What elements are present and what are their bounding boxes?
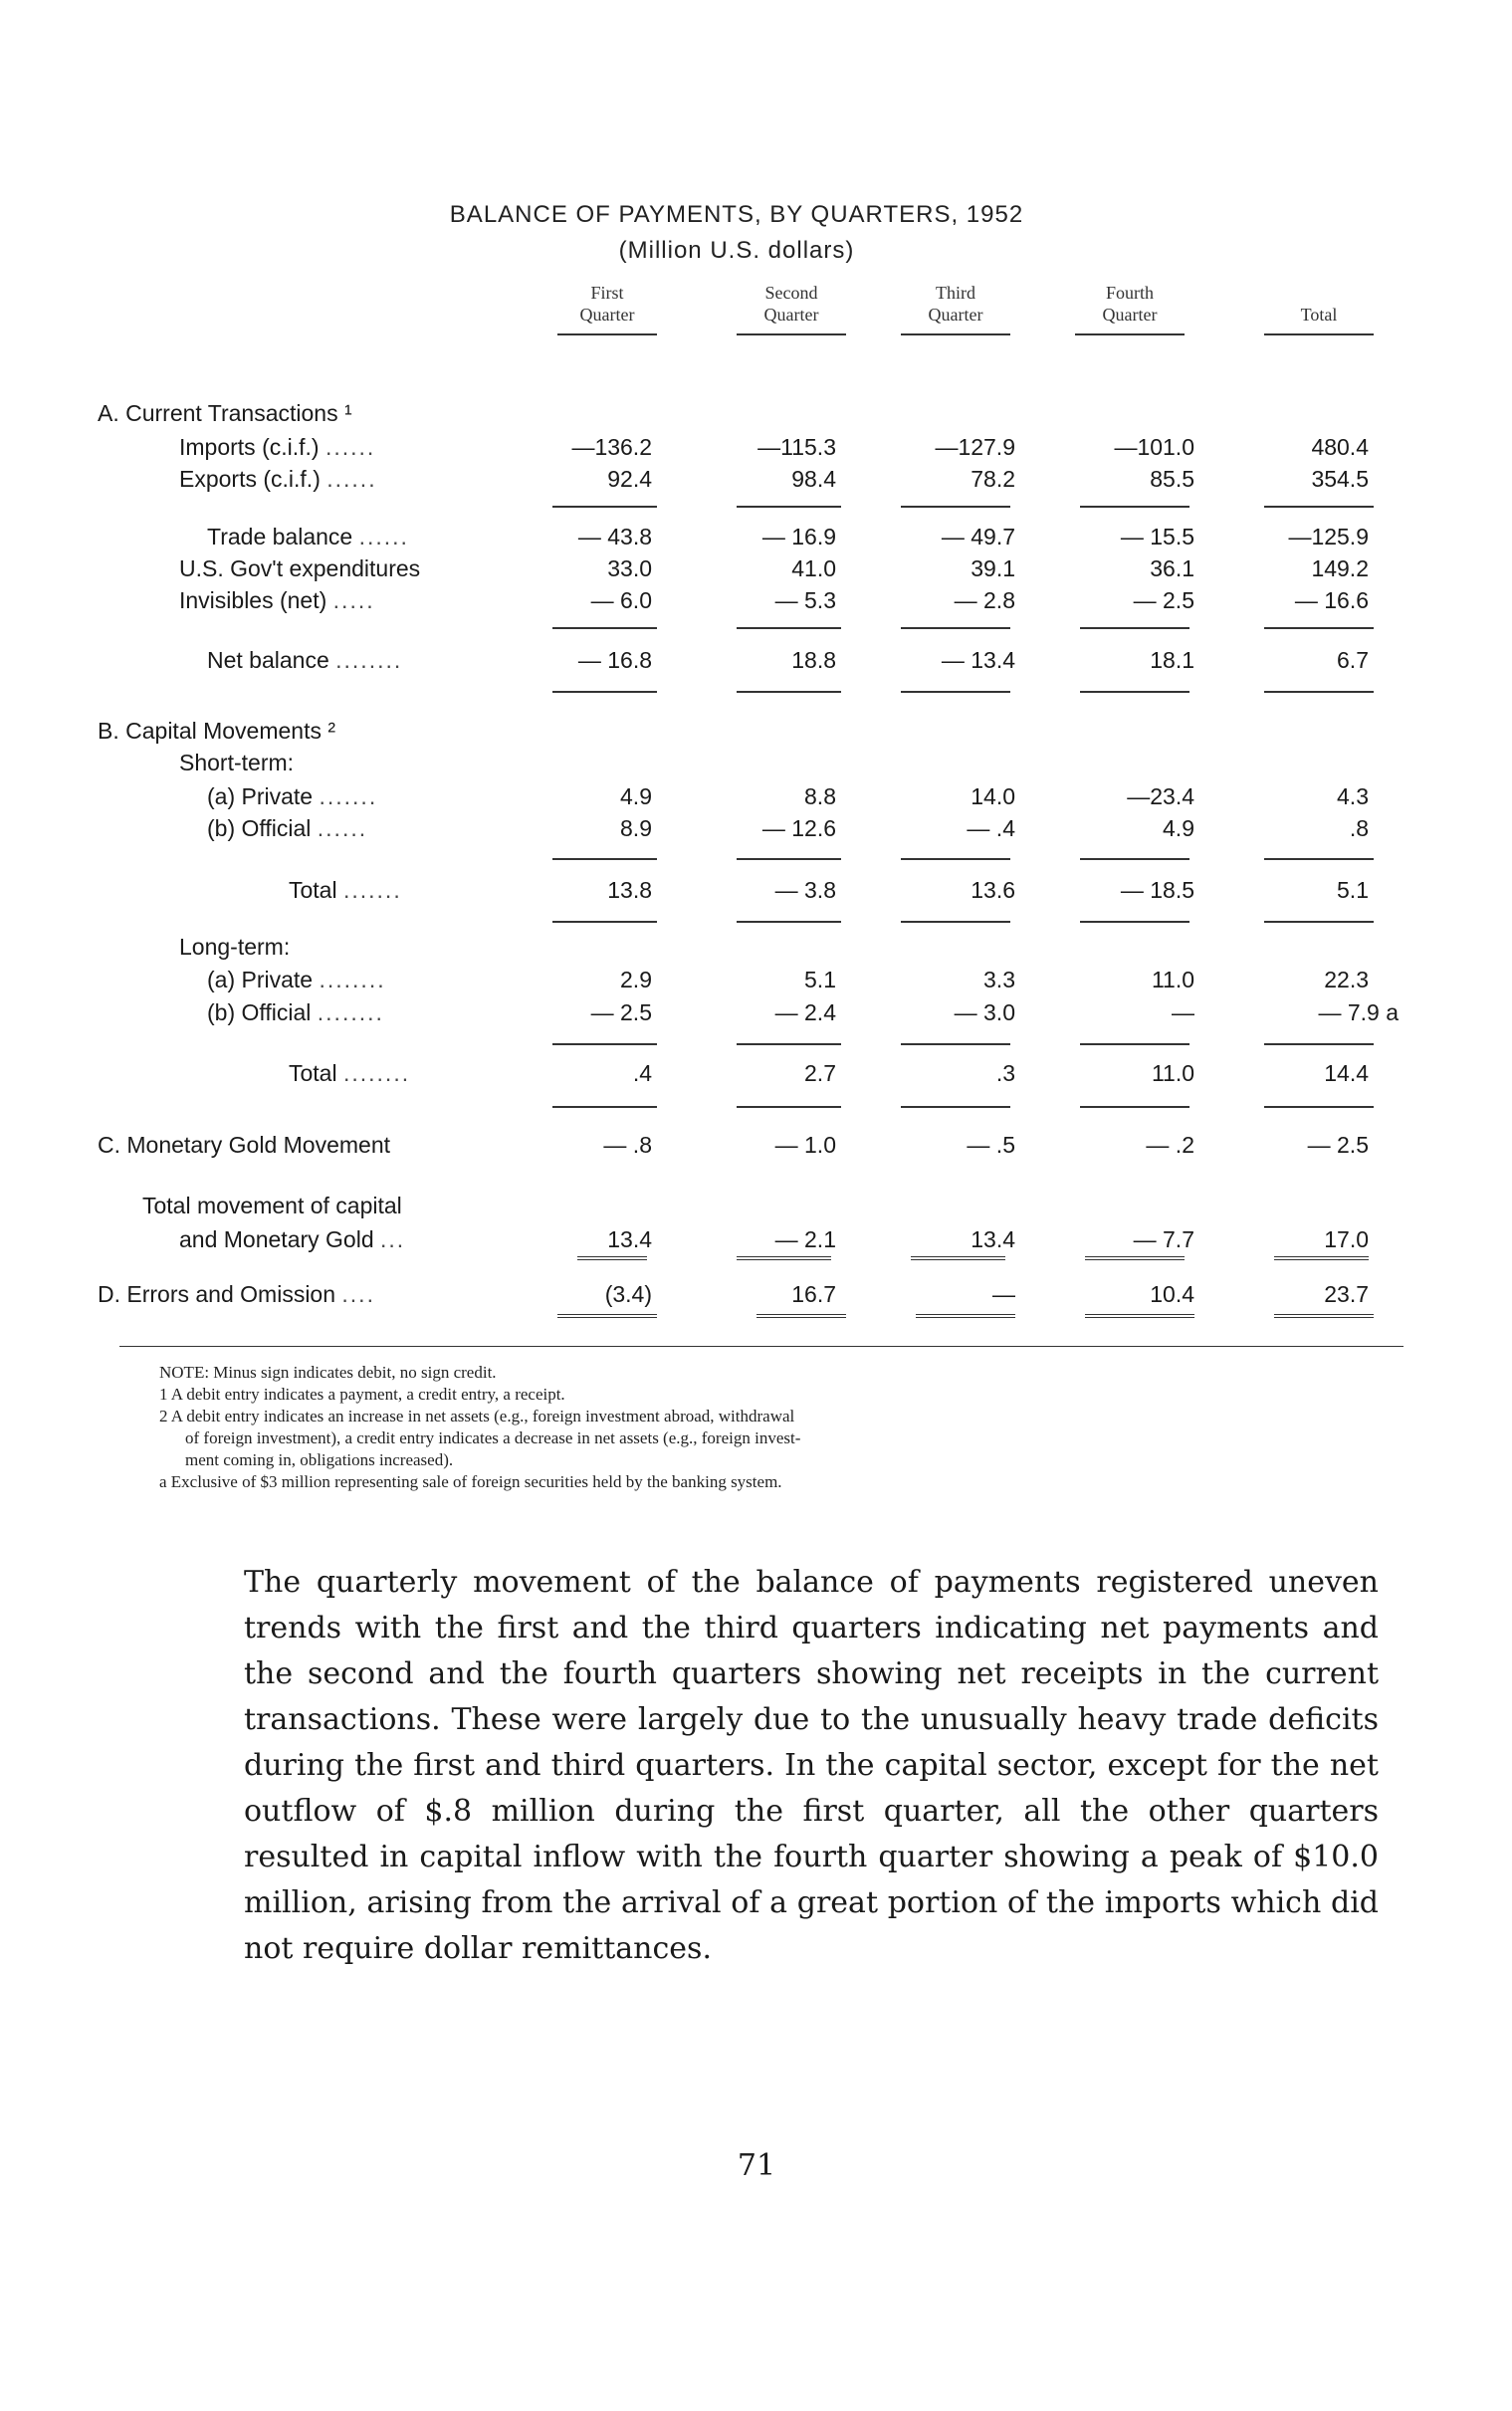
subtotal-rule [1264, 627, 1374, 629]
note-line: 1 A debit entry indicates a payment, a credit entry, a receipt. [159, 1385, 565, 1404]
double-rule [1085, 1256, 1185, 1260]
table-row: Total movement of capital [142, 1193, 402, 1218]
note-line: of foreign investment), a credit entry indicates a decrease in net assets (e.g., foreign invest- [185, 1428, 801, 1447]
subtotal-rule [1080, 627, 1189, 629]
note-line: NOTE: Minus sign indicates debit, no sign credit. [159, 1363, 497, 1382]
column-header-fourth-quarter: Fourth Quarter [1075, 282, 1185, 335]
table-row: D. Errors and Omission .... (3.4) 16.7 — 10.4 23.7 [98, 1281, 1369, 1307]
table-row: (b) Official ........ — 2.5 — 2.4 — 3.0 — — 7.9 a [207, 999, 1399, 1025]
note-line: ment coming in, obligations increased). [185, 1450, 454, 1469]
subtotal-rule [552, 506, 657, 508]
double-rule [1085, 1314, 1194, 1318]
table-row: Long-term: [179, 934, 291, 960]
table-row: B. Capital Movements ² [98, 718, 336, 744]
body-paragraph: The quarterly movement of the balance of payments registered uneven trends with the first and the third quarters indicating net payments and the second and the fourth quarters showing net receipts in the current transactions. These were largely due to the unusually heavy trade deficits during the first and third quarters. In the capital sector, except for the net outflow of $.8 million during the first quarter, all the other quarters resulted in capital inflow with the fourth quarter showing a peak of $10.0 million, arising from the arrival of a great portion of the imports which did not require dollar remittances. [244, 1565, 1379, 1966]
double-rule [577, 1256, 647, 1260]
total-rule [1264, 691, 1374, 693]
total-rule [901, 921, 1010, 923]
column-header-second-quarter: Second Quarter [737, 282, 846, 335]
table-row: Imports (c.i.f.) ...... —136.2 —115.3 —127.9 —101.0 480.4 [179, 434, 1369, 460]
table-row: Exports (c.i.f.) ...... 92.4 98.4 78.2 85.5 354.5 [179, 466, 1369, 492]
table-subtitle: (Million U.S. dollars) [618, 237, 855, 264]
total-rule [1264, 921, 1374, 923]
subtotal-rule [901, 506, 1010, 508]
total-rule [901, 1106, 1010, 1108]
double-rule [737, 1256, 831, 1260]
total-rule [1080, 1106, 1189, 1108]
table-row: and Monetary Gold ... 13.4 — 2.1 13.4 — 7.7 17.0 [179, 1226, 1369, 1252]
total-rule [552, 921, 657, 923]
column-header-total: Total [1264, 282, 1374, 335]
table-row: (a) Private ....... 4.9 8.8 14.0 —23.4 4.3 [207, 783, 1369, 809]
subtotal-rule [552, 627, 657, 629]
subtotal-rule [901, 1043, 1010, 1045]
total-rule [737, 921, 841, 923]
subtotal-rule [737, 627, 841, 629]
table-row: Total ........ .4 2.7 .3 11.0 14.4 [289, 1060, 1369, 1086]
page-number: 71 [737, 2148, 776, 2183]
total-rule [1080, 691, 1189, 693]
total-rule [737, 691, 841, 693]
subtotal-rule [552, 1043, 657, 1045]
table-row: (a) Private ........ 2.9 5.1 3.3 11.0 22.3 [207, 967, 1369, 992]
note-line: 2 A debit entry indicates an increase in net assets (e.g., foreign investment abroad, withdrawal [159, 1407, 795, 1425]
table-row: (b) Official ...... 8.9 — 12.6 — .4 4.9 .8 [207, 815, 1369, 841]
subtotal-rule [737, 506, 841, 508]
table-title: BALANCE OF PAYMENTS, BY QUARTERS, 1952 [449, 201, 1024, 228]
table-notes [159, 1362, 1394, 1493]
double-rule [911, 1256, 1005, 1260]
table-row: A. Current Transactions ¹ [98, 400, 352, 426]
subtotal-rule [901, 858, 1010, 860]
double-rule [1274, 1256, 1369, 1260]
table-row: U.S. Gov't expenditures 33.0 41.0 39.1 36.1 149.2 [179, 555, 1369, 581]
table-row: Total ....... 13.8 — 3.8 13.6 — 18.5 5.1 [289, 877, 1369, 903]
subtotal-rule [1264, 1043, 1374, 1045]
subtotal-rule [1080, 1043, 1189, 1045]
subtotal-rule [1264, 506, 1374, 508]
total-rule [901, 691, 1010, 693]
column-header-first-quarter: First Quarter [557, 282, 657, 335]
table-row: Invisibles (net) ..... — 6.0 — 5.3 — 2.8 — 2.5 — 16.6 [179, 587, 1369, 613]
double-rule [756, 1314, 846, 1318]
total-rule [552, 691, 657, 693]
subtotal-rule [1264, 858, 1374, 860]
total-rule [552, 1106, 657, 1108]
table-row: Net balance ........ — 16.8 18.8 — 13.4 18.1 6.7 [207, 647, 1369, 673]
table-row: C. Monetary Gold Movement — .8 — 1.0 — .5 — .2 — 2.5 [98, 1132, 1369, 1158]
subtotal-rule [552, 858, 657, 860]
subtotal-rule [1080, 858, 1189, 860]
total-rule [1264, 1106, 1374, 1108]
subtotal-rule [901, 627, 1010, 629]
double-rule [557, 1314, 657, 1318]
total-rule [737, 1106, 841, 1108]
double-rule [916, 1314, 1015, 1318]
table-row: Trade balance ...... — 43.8 — 16.9 — 49.7 — 15.5 —125.9 [207, 524, 1369, 549]
note-line: a Exclusive of $3 million representing sale of foreign securities held by the banking system. [159, 1472, 782, 1491]
column-header-third-quarter: Third Quarter [901, 282, 1010, 335]
subtotal-rule [737, 858, 841, 860]
table-row: Short-term: [179, 750, 295, 775]
notes-separator [119, 1346, 1404, 1347]
subtotal-rule [737, 1043, 841, 1045]
double-rule [1274, 1314, 1374, 1318]
subtotal-rule [1080, 506, 1189, 508]
total-rule [1080, 921, 1189, 923]
